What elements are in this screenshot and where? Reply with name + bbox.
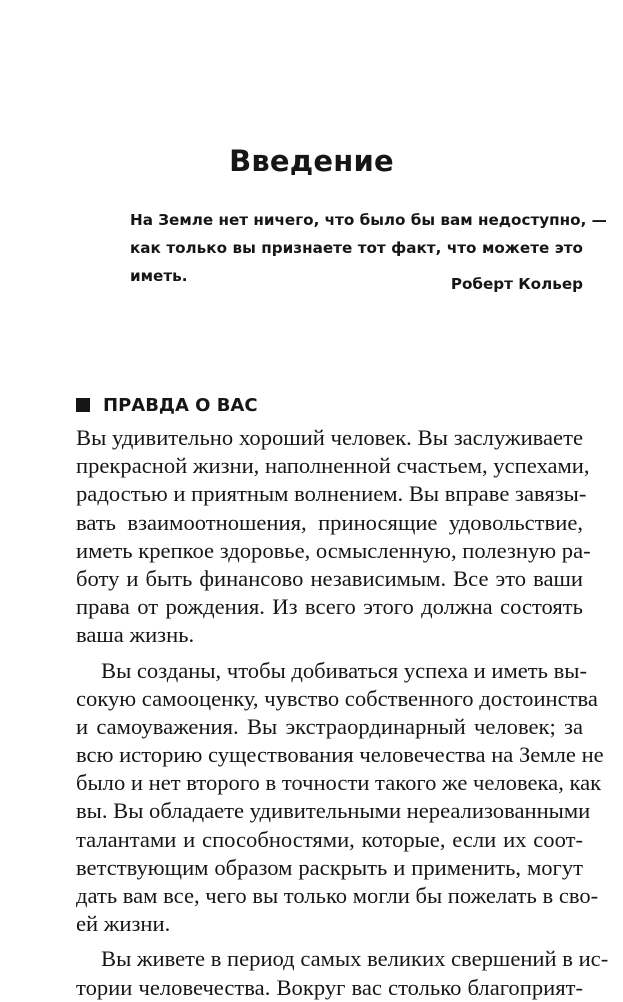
section-heading	[76, 392, 258, 418]
text-line: ваша жизнь.	[76, 622, 195, 648]
square-bullet-icon	[76, 398, 90, 412]
epigraph-author: Роберт Кольер	[450, 275, 583, 293]
text-line: радостью и приятным волнением. Вы вправе завязы-	[76, 481, 587, 507]
text-line: дать вам все, чего вы только могли бы пожелать в сво-	[76, 883, 599, 908]
paragraph-gap	[76, 650, 583, 657]
epigraph-line: На Земле нет ничего, что было бы вам недоступно, —	[130, 211, 607, 229]
text-line: боту и быть финансово независимым. Все это ваши	[76, 565, 583, 591]
text-line: прекрасной жизни, наполненной счастьем, успехами,	[76, 453, 590, 479]
text-line: талантами и способностями, которые, если их соот-	[76, 826, 583, 852]
text-line: вать взаимоотношения, приносящие удовольствие,	[76, 509, 583, 535]
text-line: Вы живете в период самых великих свершений в ис-	[101, 946, 609, 972]
text-line: Вы удивительно хороший человек. Вы заслуживаете	[76, 425, 583, 450]
text-line: всю историю существования человечества на Земле не	[76, 742, 604, 768]
text-line: ветствующим образом раскрыть и применить, могут	[76, 854, 583, 880]
paragraph-gap	[76, 938, 583, 945]
text-line: права от рождения. Из всего этого должна состоять	[76, 594, 583, 620]
text-line: было и нет второго в точности такого же человека, как	[76, 770, 602, 796]
epigraph-line: иметь.	[130, 267, 188, 286]
text-line: сокую самооценку, чувство собственного достоинства	[76, 685, 598, 711]
text-line: ей жизни.	[76, 911, 171, 937]
section-heading-text: ПРАВДА О ВАС	[103, 394, 258, 416]
epigraph-line: как только вы признаете тот факт, что можете это	[130, 239, 583, 258]
text-line: Вы созданы, чтобы добиваться успеха и иметь вы-	[101, 657, 588, 683]
text-line: тории человечества. Вокруг вас столько благоприят-	[76, 974, 583, 1000]
text-line: вы. Вы обладаете удивительными нереализованными	[76, 798, 591, 824]
text-line: иметь крепкое здоровье, осмысленную, полезную ра-	[76, 537, 591, 563]
chapter-title: Введение	[229, 144, 394, 178]
text-line: и самоуважения. Вы экстраординарный человек; за	[76, 713, 583, 739]
body-text	[76, 424, 609, 1002]
